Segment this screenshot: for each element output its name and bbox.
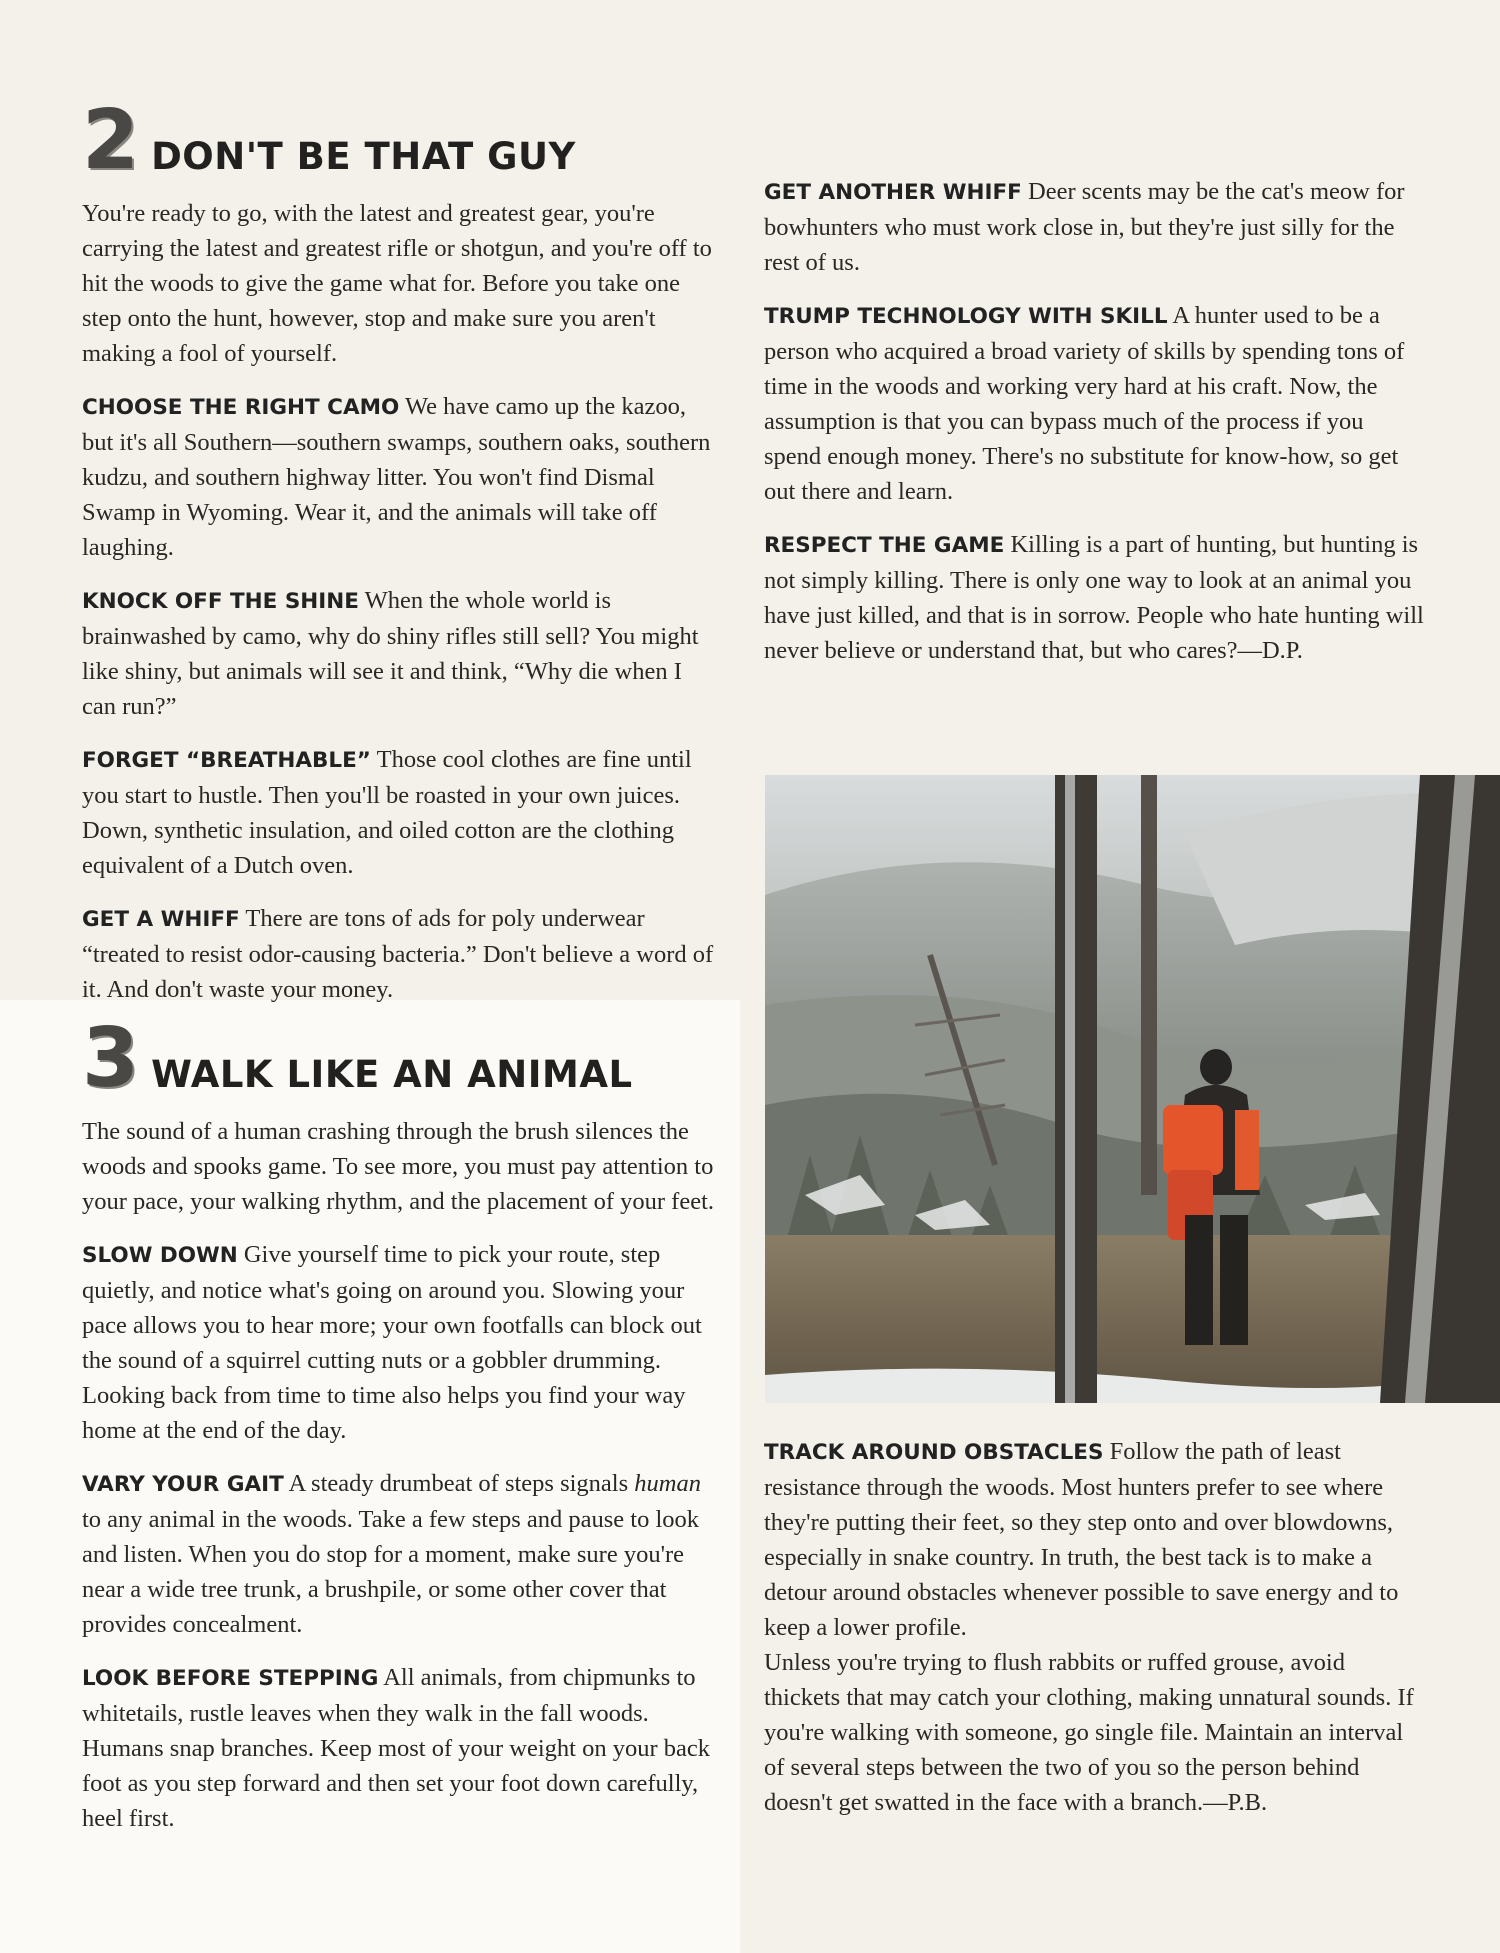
section-3-closing: Unless you're trying to flush rabbits or ruffed grouse, avoid thickets that may catch your clothing, making unnatural sounds. If you're walking with someone, go single file. Maintain an interval of several steps between the two of you so the person behind doesn't get swatted in the face with a branch.—P.B.	[764, 1649, 1414, 1816]
section-3-intro: The sound of a human crashing through the brush silences the woods and spooks game. To see more, you must pay attention to your pace, your walking rhythm, and the placement of your feet.	[82, 1118, 715, 1215]
tip-knock-off-shine	[82, 583, 722, 724]
section-3	[82, 1010, 722, 1854]
tip-text: We have camo up the kazoo, but it's all Southern—southern swamps, southern oaks, southern kudzu, and southern highway litter. You won't find Dismal Swamp in Wyoming. Wear it, and the animals will take off laughing.	[82, 393, 711, 561]
section-2-number: 2	[82, 93, 138, 188]
tip-forget-breathable	[82, 742, 722, 883]
section-2-header	[82, 92, 722, 188]
tip-text: Follow the path of least resistance through the woods. Most hunters prefer to see where they're putting their feet, so they step onto and over blowdowns, especially in snake country. In truth, the best tack is to make a detour around obstacles whenever possible to save energy and to keep a lower profile.	[764, 1438, 1399, 1641]
tip-text: Killing is a part of hunting, but hunting is not simply killing. There is only one way to look at an animal you have just killed, and that is in sorrow. People who hate hunting will never believe or understand that, but who cares?—D.P.	[764, 531, 1424, 664]
tip-text: A hunter used to be a person who acquired a broad variety of skills by spending tons of time in the woods and working very hard at his craft. Now, the assumption is that you can bypass much of the process if you spend enough money. There's no substitute for know-how, so get out there and learn.	[764, 302, 1405, 505]
tip-text: A steady drumbeat of steps signals	[288, 1470, 635, 1497]
tip-text: Deer scents may be the cat's meow for bowhunters who must work close in, but they're just silly for the rest of us.	[764, 178, 1405, 276]
section-3-number: 3	[82, 1011, 138, 1106]
tip-text: Give yourself time to pick your route, step quietly, and notice what's going on around you. Slowing your pace allows you to hear more; your own footfalls can block out the sound of a squirrel cutting nuts or a gobbler drumming. Looking back from time to time also helps you find your way home at the end of the day.	[82, 1241, 702, 1444]
tip-text: to any animal in the woods. Take a few steps and pause to look and listen. When you do stop for a moment, make sure you're near a wide tree trunk, a brushpile, or some other cover that provides concealment.	[82, 1506, 699, 1638]
tip-vary-your-gait	[82, 1466, 722, 1642]
tip-text: All animals, from chipmunks to whitetails, rustle leaves when they walk in the fall woods. Humans snap branches. Keep most of your weight on your back foot as you step forward and then set your foot down carefully, heel first.	[82, 1664, 711, 1832]
tip-text: When the whole world is brainwashed by camo, why do shiny rifles still sell? You might like shiny, but animals will see it and think, “Why die when I can run?”	[82, 587, 699, 720]
section-2	[82, 92, 722, 1025]
tip-lead: CHOOSE THE RIGHT CAMO	[82, 395, 400, 420]
section-3-title: WALK LIKE AN ANIMAL	[151, 1053, 633, 1096]
tip-lead: SLOW DOWN	[82, 1243, 238, 1268]
tip-track-around-obstacles	[764, 1434, 1424, 1645]
tip-choose-camo	[82, 389, 722, 565]
section-3-continued	[764, 1434, 1424, 1838]
section-3-header	[82, 1010, 722, 1106]
tip-text: There are tons of ads for poly underwear “treated to resist odor-causing bacteria.” Don't believe a word of it. And don't waste your money.	[82, 905, 714, 1003]
tip-lead: VARY YOUR GAIT	[82, 1472, 284, 1497]
tip-lead: KNOCK OFF THE SHINE	[82, 589, 359, 614]
tip-lead: GET ANOTHER WHIFF	[764, 180, 1022, 205]
section-2-continued	[764, 174, 1424, 686]
tip-text: Those cool clothes are fine until you start to hustle. Then you'll be roasted in your own juices. Down, synthetic insulation, and oiled cotton are the clothing equivalent of a Dutch oven.	[82, 746, 692, 879]
tip-trump-technology	[764, 298, 1424, 509]
tip-lead: RESPECT THE GAME	[764, 533, 1005, 558]
tip-get-another-whiff	[764, 174, 1424, 280]
tip-lead: GET A WHIFF	[82, 907, 240, 932]
tip-respect-the-game	[764, 527, 1424, 668]
tip-lead: LOOK BEFORE STEPPING	[82, 1666, 379, 1691]
tip-lead: FORGET “BREATHABLE”	[82, 748, 371, 773]
tip-emphasis: human	[634, 1470, 701, 1497]
hunter-in-snowy-forest-photo	[765, 775, 1500, 1403]
photo-illustration	[765, 775, 1500, 1403]
tip-slow-down	[82, 1237, 722, 1448]
section-2-intro: You're ready to go, with the latest and greatest gear, you're carrying the latest and greatest rifle or shotgun, and you're off to hit the woods to give the game what for. Before you take one step onto the hunt, however, stop and make sure you aren't making a fool of yourself.	[82, 200, 712, 367]
tip-lead: TRUMP TECHNOLOGY WITH SKILL	[764, 304, 1168, 329]
tip-lead: TRACK AROUND OBSTACLES	[764, 1440, 1104, 1465]
tip-get-a-whiff	[82, 901, 722, 1007]
section-2-title: DON'T BE THAT GUY	[151, 135, 576, 178]
tip-look-before-stepping	[82, 1660, 722, 1836]
